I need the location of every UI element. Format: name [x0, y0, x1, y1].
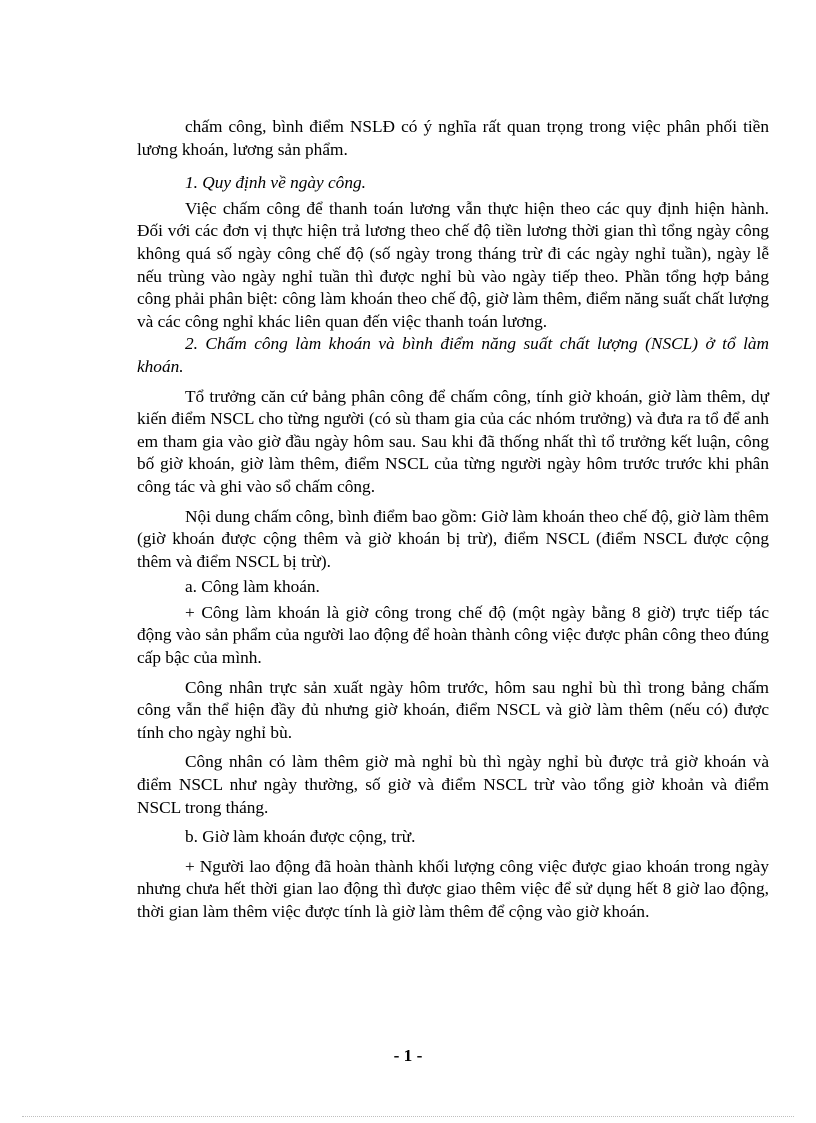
subheading-b: b. Giờ làm khoán được cộng, trừ. [185, 827, 416, 847]
section-heading-1: 1. Quy định về ngày công. [185, 173, 366, 193]
paragraph-content-scope: Nội dung chấm công, bình điểm bao gồm: Giờ làm khoán theo chế độ, giờ làm thêm (giờ khoán được cộng thêm và giờ khoán bị trừ), điểm NSCL (điểm NSCL được cộng thêm và điểm NSCL bị trừ). [137, 506, 769, 571]
paragraph-contract-work: + Công làm khoán là giờ công trong chế độ (một ngày bằng 8 giờ) trực tiếp tác động vào sản phẩm của người lao động để hoàn thành công việc được phân công theo đúng cấp bậc của mình. [137, 602, 769, 668]
paragraph-workday-rules: Việc chấm công để thanh toán lương vẫn thực hiện theo các quy định hiện hành. Đối với các đơn vị thực hiện trả lương theo chế độ tiền lương thời gian thì tổng ngày công không quá số ngày công chế độ (số ngày trong tháng trừ đi các ngày nghỉ tuần), ngày lễ nếu trùng vào ngày nghỉ tuần thì được nghỉ bù vào ngày tiếp theo. Phần tổng hợp bảng công phải phân biệt: công làm khoán theo chế độ, giờ làm thêm, điểm năng suất chất lượng và các công nghỉ khác liên quan đến việc thanh toán lương. [137, 198, 769, 331]
paragraph-overtime-leave: Công nhân có làm thêm giờ mà nghỉ bù thì ngày nghỉ bù được trả giờ khoán và điểm NSCL như ngày thường, số giờ và điểm NSCL trừ vào tổng giờ khoản và điểm NSCL trong tháng. [137, 752, 769, 817]
subheading-a: a. Công làm khoán. [185, 577, 320, 597]
page-edge-divider [22, 1116, 794, 1117]
section-heading-2: 2. Chấm công làm khoán và bình điểm năng suất chất lượng (NSCL) ở tổ làm khoán. [137, 334, 769, 376]
page-number: - 1 - [393, 1046, 423, 1065]
document-body [137, 116, 769, 924]
paragraph-additional-work: + Người lao động đã hoàn thành khối lượng công việc được giao khoán trong ngày nhưng chưa hết thời gian lao động thì được giao thêm việc để sử dụng hết 8 giờ lao động, thời gian làm thêm việc được tính là giờ làm thêm để cộng vào giờ khoán. [137, 856, 769, 921]
paragraph-team-leader: Tổ trưởng căn cứ bảng phân công để chấm công, tính giờ khoán, giờ làm thêm, dự kiến điểm NSCL cho từng người (có sù tham gia của các nhóm trưởng) và đưa ra tổ để anh em tham gia vào giờ đầu ngày hôm sau. Sau khi đã thống nhất thì tổ trưởng kết luận, công bố giờ khoán, giờ làm thêm, điểm NSCL của từng người ngày hôm trước trước khi phân công tác và ghi vào sổ chấm công. [137, 386, 769, 496]
paragraph-intro: chấm công, bình điểm NSLĐ có ý nghĩa rất quan trọng trong việc phân phối tiền lương khoán, lương sản phẩm. [137, 117, 769, 159]
paragraph-shift-workers: Công nhân trực sản xuất ngày hôm trước, hôm sau nghỉ bù thì trong bảng chấm công vẫn thể hiện đầy đủ nhưng giờ khoán, điểm NSCL và giờ làm thêm (nếu có) được tính cho ngày nghỉ bù. [137, 677, 769, 742]
